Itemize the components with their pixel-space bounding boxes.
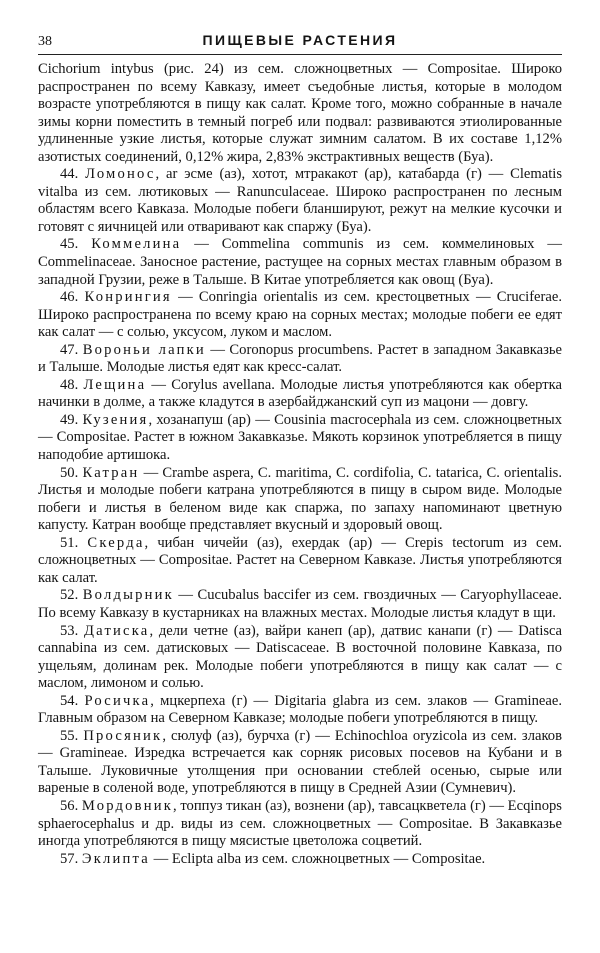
entry-description: , ar эсме (аз), хотот, мтракакот (ар), катабарда (г) — Clematis vitalba из сем. лютиковых — Ranunculaceae. Широко распространен по лесным областям всего Кавказа. Молодые побеги бланшируют, режут на мелкие кусочки и готовят с яичницей или отваривают как спаржу (Буа). bbox=[38, 166, 562, 235]
entry-paragraph bbox=[38, 693, 562, 728]
entry-plant-name: Кузения bbox=[82, 411, 149, 428]
entry-number: 50. bbox=[60, 464, 79, 481]
entry-number: 44. bbox=[60, 166, 79, 183]
entry-number: 46. bbox=[60, 289, 79, 306]
entry-number: 51. bbox=[60, 534, 79, 551]
entry-paragraph bbox=[38, 728, 562, 798]
entry-plant-name: Вороньи лапки bbox=[82, 341, 206, 358]
entry-number: 47. bbox=[60, 341, 79, 358]
entry-paragraph bbox=[38, 412, 562, 465]
entry-description: — Conringia orientalis из сем. крестоцветных — Cruciferae. Широко распространена по всему краю на сорных местах; молодые побеги ее едят как салат — с солью, уксусом, луком и маслом. bbox=[38, 289, 562, 341]
entry-number: 49. bbox=[60, 411, 79, 428]
entry-description: , сюлуф (аз), бурчха (г) — Echinochloa oryzicola из сем. злаков — Gramineae. Изредка встречается как сорняк рисовых посевов на Кубани и в Талыше. Луковичные утолщения при основании стеблей осенью, сырые или вареные в соленой воде, употребляются в пищу в Средней Азии (Сумневич). bbox=[38, 727, 562, 797]
entry-paragraph bbox=[38, 342, 562, 377]
entry-paragraph bbox=[38, 236, 562, 289]
entry-number: 57. bbox=[60, 850, 79, 867]
entry-paragraph bbox=[38, 535, 562, 588]
entry-list bbox=[38, 166, 562, 868]
entry-plant-name: Коммелина bbox=[91, 236, 182, 253]
entry-paragraph bbox=[38, 166, 562, 236]
entry-description: , хозанапуш (ар) — Cousinia macrocephala из сем. сложноцветных — Compositae. Растет в южном Закавказье. Мякоть корзинок употребляется в пищу наподобие артишока. bbox=[38, 411, 562, 464]
entry-paragraph bbox=[38, 798, 562, 851]
entry-plant-name: Скерда bbox=[87, 534, 145, 551]
entry-number: 55. bbox=[60, 727, 79, 744]
entry-description: , мцкерпеха (г) — Digitaria glabra из сем. злаков — Gramineae. Главным образом на Северном Кавказе; молодые побеги употребляются в пищу. bbox=[38, 692, 562, 727]
entry-description: — Coronopus procumbens. Растет в западном Закавказье и Талыше. Молодые листья едят как кресс-салат. bbox=[38, 341, 562, 376]
entry-plant-name: Лещина bbox=[83, 376, 147, 393]
entry-number: 54. bbox=[60, 692, 79, 709]
page-header bbox=[38, 32, 562, 55]
entry-plant-name: Волдырник bbox=[82, 587, 174, 604]
entry-plant-name: Росичка bbox=[84, 692, 151, 709]
entry-number: 52. bbox=[60, 587, 79, 604]
entry-paragraph bbox=[38, 289, 562, 342]
entry-paragraph bbox=[38, 587, 562, 622]
entry-number: 53. bbox=[60, 622, 79, 639]
entry-description: — Corylus avellana. Молодые листья употребляются как обертка начинки в долме, а также кладутся в азербайджанский суп из мацони — довгу. bbox=[38, 376, 562, 411]
entry-description: , дели четне (аз), вайри канеп (ар), датвис канапи (г) — Datisca cannabina из сем. датисковых — Datiscaceae. В восточной половине Кавказа, по ущельям, долинам рек. Молодые побеги употребляются в пищу как салат — с маслом, лимоном и солью. bbox=[38, 622, 563, 692]
entry-paragraph bbox=[38, 851, 562, 869]
entry-number: 48. bbox=[60, 376, 79, 393]
entry-paragraph bbox=[38, 465, 562, 535]
entry-description: , топпуз тикан (аз), вознени (ар), тавсацкветела (г) — Ecqinops sphaerocephalus и др. виды из сем. сложноцветных — Compositae. В Закавказье иногда употребляются в пищу мясистые цветоложа соцветий. bbox=[38, 797, 562, 850]
body-text bbox=[38, 61, 562, 868]
continuation-paragraph: Cichorium intybus (рис. 24) из сем. сложноцветных — Compositae. Широко распространен по всему Кавказу, имеет съедобные листья, которые в молодом возрасте употребляются в пищу как салат. Кроме того, можно собранные в начале зимы корни поместить в темный погреб или подвал: развиваются этиолированные удлиненные узкие листья, которые служат зимним салатом. В их составе 1,12% азотистых соединений, 0,12% жира, 2,83% экстрактивных веществ (Буа). bbox=[38, 61, 562, 165]
entry-description: — Cucubalus baccifer из сем. гвоздичных — Caryophyllaceae. По всему Кавказу в кустарниках на влажных местах. Молодые листья кладут в щи. bbox=[38, 587, 562, 621]
running-title: ПИЩЕВЫЕ РАСТЕНИЯ bbox=[202, 32, 398, 48]
entry-plant-name: Конрингия bbox=[84, 289, 172, 306]
entry-plant-name: Ломонос bbox=[85, 166, 156, 183]
entry-description: — Crambe aspera, C. maritima, C. cordifolia, C. tatarica, C. orientalis. Листья и молодые побеги катрана употребляются в пищу в сыром виде. Молодые побеги и листья в беленом виде как спаржа, по запаху напоминают цветную капусту. Катран вообще представляет вкусный и здоровый овощ. bbox=[38, 464, 562, 534]
page-number: 38 bbox=[38, 34, 52, 49]
entry-number: 56. bbox=[60, 797, 79, 814]
entry-paragraph bbox=[38, 623, 562, 693]
entry-plant-name: Эклипта bbox=[81, 850, 150, 867]
entry-plant-name: Просяник bbox=[83, 727, 163, 744]
entry-plant-name: Мордовник bbox=[81, 797, 174, 814]
entry-plant-name: Датиска bbox=[83, 622, 150, 639]
entry-description: , чибан чичейи (аз), ехердак (ар) — Crepis tectorum из сем. сложноцветных — Compositae. Растет на Северном Кавказе. Листья употребляются как салат. bbox=[38, 534, 562, 586]
entry-plant-name: Катран bbox=[82, 464, 140, 481]
entry-description: — Commelina communis из сем. коммелиновых — Commelinaceae. Заносное растение, растущее на сорных местах главным образом в западной Грузии, реже в Талыше. В Китае употребляется как овощ (Буа). bbox=[38, 236, 562, 288]
entry-paragraph bbox=[38, 377, 562, 412]
entry-description: — Eclipta alba из сем. сложноцветных — Compositae. bbox=[149, 850, 486, 867]
entry-number: 45. bbox=[60, 236, 79, 253]
